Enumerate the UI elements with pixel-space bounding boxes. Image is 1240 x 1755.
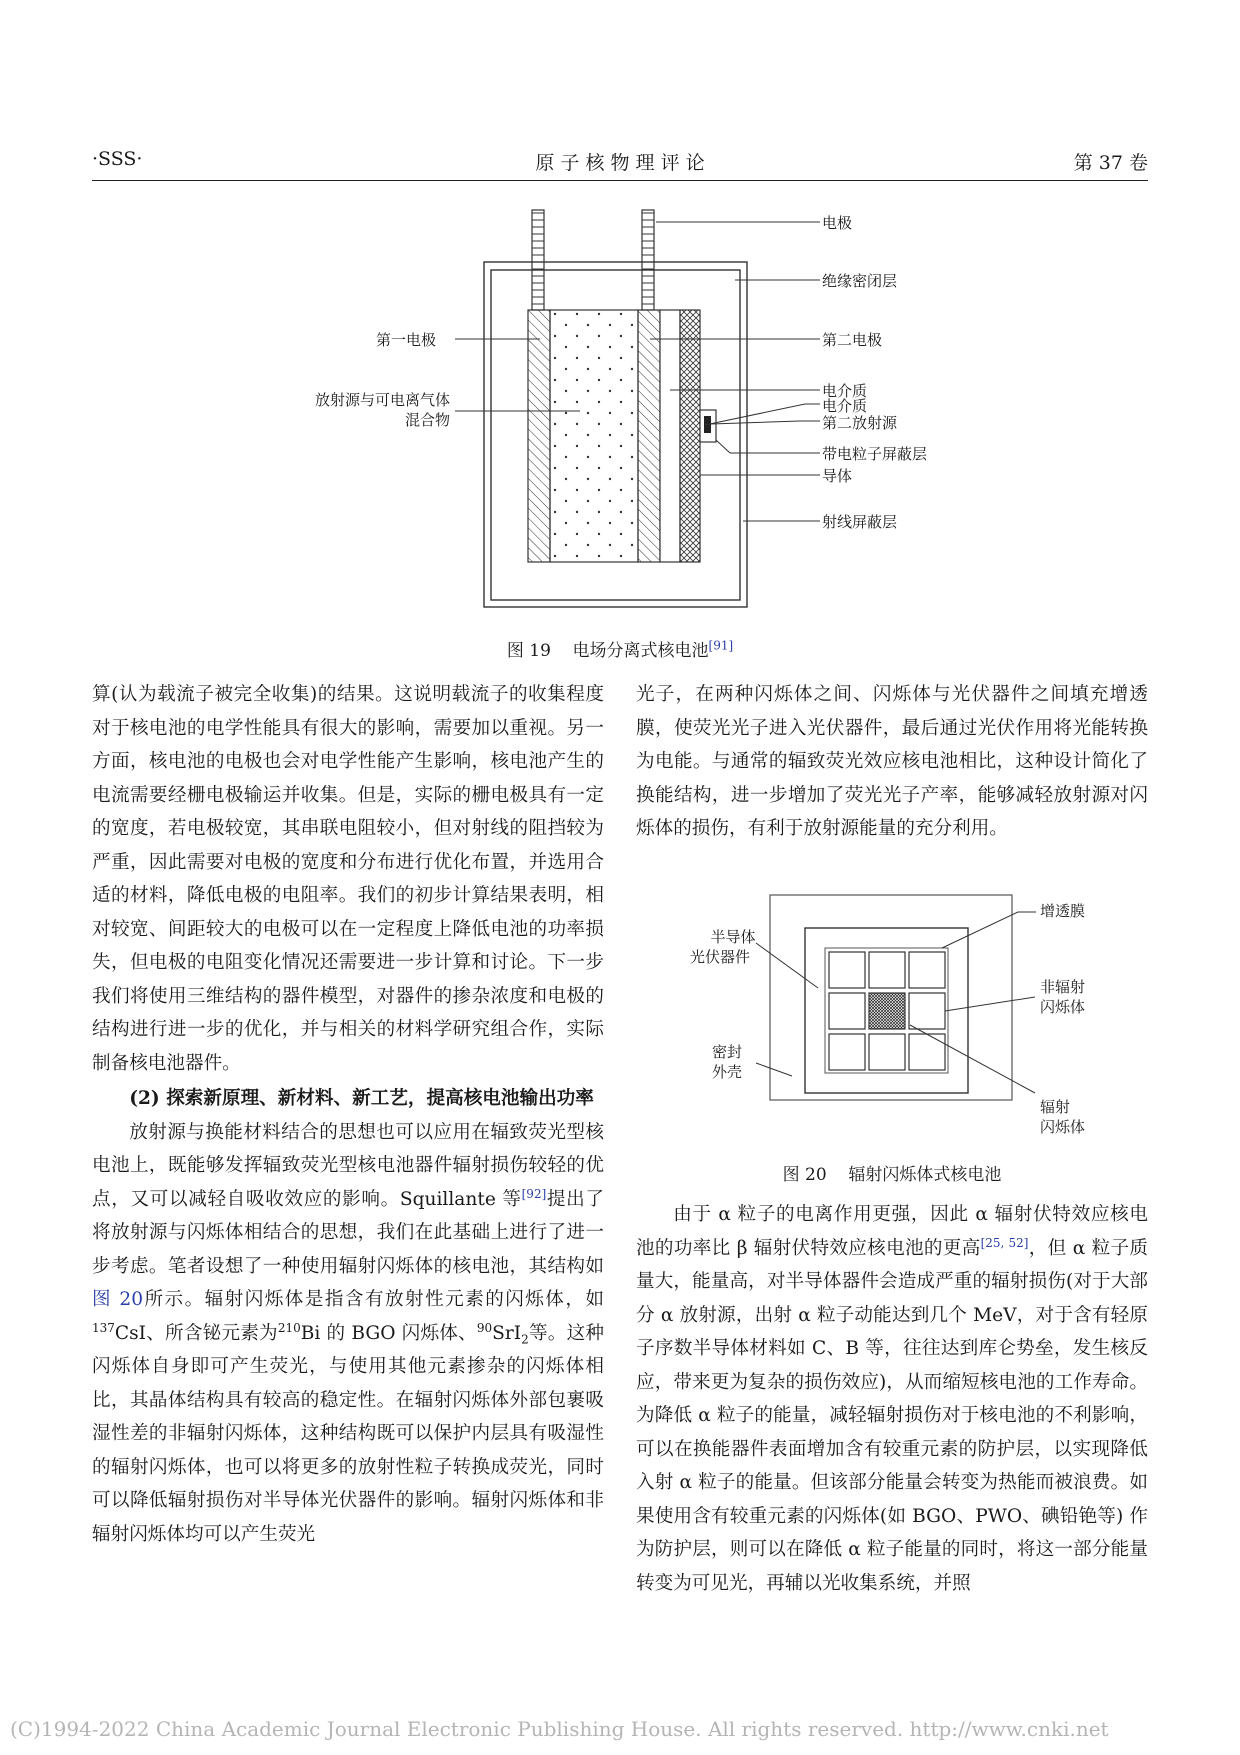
label-antireflection: 增透膜 bbox=[1040, 902, 1086, 920]
radioactive-scintillator bbox=[869, 993, 905, 1029]
right-column-bottom bbox=[636, 1198, 1148, 1600]
running-header-title: 原 子 核 物 理 评 论 bbox=[535, 152, 705, 174]
label-conductor: 导体 bbox=[822, 467, 853, 485]
text-run: 由于 α 粒子的电离作用更强，因此 α 辐射伏特效应核电池的功率比 β 辐射伏特效应核电池的更高 bbox=[636, 1204, 1148, 1259]
label-sealed-line2: 外壳 bbox=[712, 1063, 743, 1081]
right-column-top bbox=[636, 678, 1148, 846]
figure-19-diagram bbox=[0, 200, 1240, 620]
label-rad-line1: 辐射 bbox=[1040, 1098, 1071, 1116]
figure-19-title: 电场分离式核电池 bbox=[572, 641, 709, 661]
label-sealed-line1: 密封 bbox=[712, 1043, 743, 1061]
right-paragraph-2 bbox=[636, 1198, 1148, 1600]
figure-20-title: 辐射闪烁体式核电池 bbox=[848, 1165, 1002, 1185]
label-electrode: 电极 bbox=[822, 214, 853, 232]
electrode-terminal-left bbox=[532, 210, 544, 310]
label-first-electrode: 第一电极 bbox=[376, 331, 437, 349]
subscript: 2 bbox=[521, 1332, 529, 1347]
source-gas-mixture bbox=[550, 310, 638, 562]
text-run: 放射源与换能材料结合的思想也可以应用在辐致荧光型核电池上，既能够发挥辐致荧光型核电池器件辐射损伤较轻的优点，又可以减轻自吸收效应的影响。Squillante 等 bbox=[92, 1121, 604, 1210]
electrode-terminal-right bbox=[642, 210, 654, 310]
figure-19-citation[interactable]: [91] bbox=[708, 638, 734, 653]
first-electrode bbox=[528, 310, 550, 562]
text-run: CsI、所含铋元素为 bbox=[114, 1322, 278, 1344]
label-non-rad-line1: 非辐射 bbox=[1040, 978, 1086, 996]
superscript: 210 bbox=[277, 1320, 301, 1335]
figure-20-link[interactable]: 图 20 bbox=[92, 1289, 144, 1310]
scintillator-grid bbox=[829, 952, 945, 1070]
citation-25-52[interactable]: [25, 52] bbox=[980, 1235, 1029, 1250]
citation-92[interactable]: [92] bbox=[521, 1186, 547, 1201]
second-electrode bbox=[638, 310, 660, 562]
label-source-gas-line1: 放射源与可电离气体 bbox=[314, 391, 450, 409]
label-charged-shield: 带电粒子屏蔽层 bbox=[822, 445, 928, 463]
superscript: 90 bbox=[476, 1320, 493, 1335]
label-dielectric-1: 电介质 bbox=[822, 382, 868, 400]
figure-19-caption bbox=[0, 636, 1240, 661]
figure-20-number: 图 20 bbox=[782, 1165, 827, 1185]
label-non-rad-line2: 闪烁体 bbox=[1040, 998, 1086, 1016]
copyright-footer: (C)1994-2022 China Academic Journal Electronic Publishing House. All rights reserved. http://www.cnki.net bbox=[10, 1717, 1109, 1741]
text-run: 等。这种闪烁体自身即可产生荧光，与使用其他元素掺杂的闪烁体相比，其晶体结构具有较高的稳定性。在辐射闪烁体外部包裹吸湿性差的非辐射闪烁体，这种结构既可以保护内层具有吸湿性的辐射闪烁体，也可以将更多的放射性粒子转换成荧光，同时可以降低辐射损伤对半导体光伏器件的影响。辐射闪烁体和非辐射闪烁体均可以产生荧光 bbox=[92, 1322, 604, 1545]
text-run: Bi 的 BGO 闪烁体、 bbox=[300, 1322, 477, 1344]
left-paragraph-2 bbox=[92, 1116, 604, 1552]
text-run: 提出了将放射源与闪烁体相结合的思想，我们在此基础上进行了进一步考虑。笔者设想了一种使用辐射闪烁体的核电池，其结构如 bbox=[92, 1188, 604, 1277]
label-ray-shield: 射线屏蔽层 bbox=[822, 513, 898, 531]
superscript: 137 bbox=[92, 1320, 115, 1335]
left-paragraph-1: 算(认为载流子被完全收集)的结果。这说明载流子的收集程度对于核电池的电学性能具有很大的影响，需要加以重视。另一方面，核电池的电极也会对电学性能产生影响，核电池产生的电流需要经栅电极输运并收集。但是，实际的栅电极具有一定的宽度，若电极较宽，其串联电阻较小，但对射线的阻挡较为严重，因此需要对电极的宽度和分布进行优化布置，并选用合适的材料，降低电极的电阻率。我们的初步计算结果表明，相对较宽、间距较大的电极可以在一定程度上降低电池的功率损失，但电极的电阻变化情况还需要进一步计算和讨论。下一步我们将使用三维结构的器件模型，对器件的掺杂浓度和电极的结构进行进一步的优化，并与相关的材料学研究组合作，实际制备核电池器件。 bbox=[92, 684, 604, 1074]
right-paragraph-1: 光子，在两种闪烁体之间、闪烁体与光伏器件之间填充增透膜，使荧光光子进入光伏器件，最后通过光伏作用将光能转换为电能。与通常的辐致荧光效应核电池相比，这种设计简化了换能结构，进一步增加了荧光光子产率，能够减轻放射源对闪烁体的损伤，有利于放射源能量的充分利用。 bbox=[636, 684, 1148, 839]
label-second-electrode: 第二电极 bbox=[822, 331, 883, 349]
figure-19-number: 图 19 bbox=[506, 641, 551, 661]
text-run: SrI bbox=[492, 1322, 522, 1344]
label-insulating-seal: 绝缘密闭层 bbox=[822, 272, 898, 290]
label-semi-pv-line1: 半导体 bbox=[710, 928, 756, 946]
label-second-source: 第二放射源 bbox=[822, 414, 898, 432]
label-rad-line2: 闪烁体 bbox=[1040, 1118, 1086, 1136]
label-semi-pv-line2: 光伏器件 bbox=[690, 948, 751, 966]
text-run: ，但 α 粒子质量大，能量高，对半导体器件会造成严重的辐射损伤(对于大部分 α 放射源，出射 α 粒子动能达到几个 MeV，对于含有轻原子序数半导体材料如 C、B 等，往往达到库仑势垒，发生核反应，带来更为复杂的损伤效应)，从而缩短核电池的工作寿命。为降低 α 粒子的能量，减轻辐射损伤对于核电池的不利影响，可以在换能器件表面增加含有较重元素的防护层，以实现降低入射 α 粒子的能量。但该部分能量会转变为热能而被浪费。如果使用含有较重元素的闪烁体(如 BGO、PWO、碘铅铯等) 作为防护层，则可以在降低 α 粒子能量的同时，将这一部分能量转变为可见光，再辅以光收集系统，并照 bbox=[636, 1237, 1148, 1594]
section-heading: (2) 探索新原理、新材料、新工艺，提高核电池输出功率 bbox=[129, 1088, 594, 1109]
figure-20-caption bbox=[636, 1160, 1148, 1185]
label-source-gas-line2: 混合物 bbox=[404, 411, 450, 429]
running-header-left: ·SSS· bbox=[92, 148, 143, 170]
dielectric-layer bbox=[660, 310, 680, 562]
header-rule bbox=[92, 180, 1148, 181]
text-run: 所示。辐射闪烁体是指含有放射性元素的闪烁体，如 bbox=[143, 1289, 604, 1310]
label-dielectric-2: 电介质 bbox=[822, 397, 868, 415]
conductor-layer bbox=[680, 310, 700, 562]
running-header-volume: 第 37 卷 bbox=[1073, 152, 1148, 174]
